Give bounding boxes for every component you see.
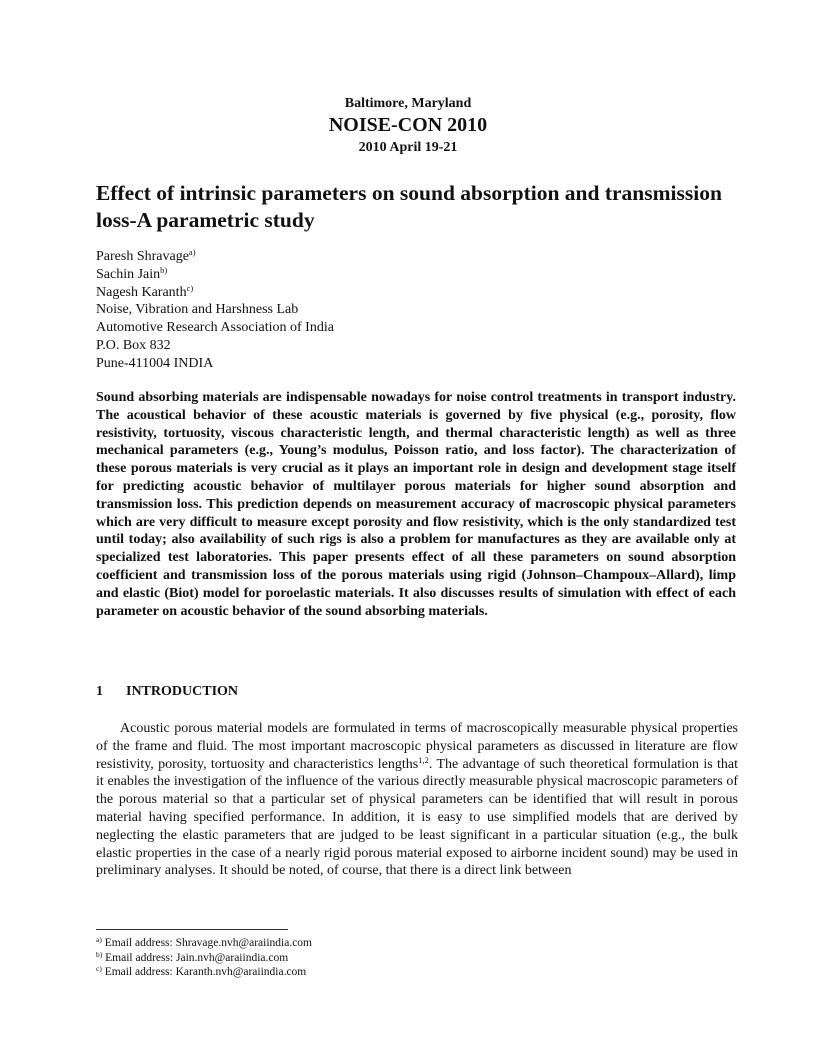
paper-title: Effect of intrinsic parameters on sound absorption and transmission loss-A parametric study: [96, 181, 722, 232]
author-name: Sachin Jain: [96, 266, 161, 282]
conference-name: NOISE-CON 2010: [328, 114, 488, 136]
section-heading: [96, 684, 238, 700]
author-line: [96, 284, 334, 302]
author-block: [96, 248, 334, 373]
section-title: INTRODUCTION: [126, 684, 239, 699]
intro-text-continued: . The advantage of such theoretical formulation is that it enables the investigation of the influence of the various directly measurable physical macroscopic parameters of the porous material so that a particular set of physical parameters can be identified that will result in porous material having specified performance. In addition, it is easy to use simplified models that are derived by neglecting the elastic parameters that are judged to be least significant in a particular situation (e.g., the bulk elastic properties in the case of a nearly rigid porous material exposed to airborne incident sound) may be used in preliminary analyses. It should be noted, of course, that there is a direct link between: [96, 756, 738, 879]
author-name: Paresh Shravage: [96, 249, 189, 264]
author-line: [96, 248, 334, 266]
footnote-rule: [96, 929, 288, 930]
footnote-text: Email address: Karanth.nvh@araiindia.com: [104, 966, 307, 978]
abstract: Sound absorbing materials are indispensable nowadays for noise control treatments in transport industry. The acoustical behavior of these acoustic materials is governed by five physical (e.g., porosity, flow resistivity, tortuosity, viscous characteristic length, and thermal characteristic length) as well as three mechanical parameters (e.g., Young’s modulus, Poisson ratio, and loss factor). The characterization of these porous materials is very crucial as it plays an important role in design and development stage itself for predicting acoustic behavior of multilayer porous materials for higher sound absorption and transmission loss. This prediction depends on measurement accuracy of macroscopic physical parameters which are very difficult to measure except porosity and flow resistivity, which is the only standardized test until today; also availability of such rigs is also a problem for manufactures as they are available only at specialized test laboratories. This paper presents effect of all these parameters on sound absorption coefficient and transmission loss of the porous materials using rigid (Johnson–Champoux–Allard), limp and elastic (Biot) model for poroelastic materials. It also discusses results of simulation with effect of each parameter on acoustic behavior of the sound absorbing materials.: [96, 390, 736, 619]
intro-text: Acoustic porous material models are formulated in terms of macroscopically measurable physical properties of the frame and fluid. The most important macroscopic physical parameters as discussed in literature are flow resistivity, porosity, tortuosity and characteristics lengths: [96, 721, 738, 772]
footnote: [96, 965, 312, 980]
section-number: 1: [96, 684, 103, 699]
affiliation-line: Automotive Research Association of India: [96, 320, 334, 336]
footnote: [96, 951, 312, 966]
footnotes: [96, 936, 312, 980]
affiliation-line: Noise, Vibration and Harshness Lab: [96, 302, 299, 318]
author-name: Nagesh Karanth: [96, 284, 187, 300]
citation-ref[interactable]: 1,2: [418, 754, 429, 765]
footnote-mark: c): [96, 964, 102, 973]
affiliation-line: Pune-411004 INDIA: [96, 355, 214, 371]
author-mark: b): [160, 264, 168, 275]
author-mark: c): [186, 282, 194, 293]
footnote-text: Email address: Jain.nvh@araiindia.com: [105, 951, 289, 964]
footnote-mark: b): [96, 949, 103, 959]
footnote-text: Email address: Shravage.nvh@araiindia.com: [104, 937, 313, 949]
footnote-mark: a): [96, 935, 102, 944]
intro-paragraph: [96, 720, 738, 880]
affiliation-line: P.O. Box 832: [96, 337, 171, 353]
conference-location: Baltimore, Maryland: [344, 96, 472, 111]
author-line: [96, 266, 334, 284]
author-mark: a): [188, 247, 196, 257]
footnote: [96, 936, 312, 951]
conference-date: 2010 April 19-21: [358, 140, 458, 155]
